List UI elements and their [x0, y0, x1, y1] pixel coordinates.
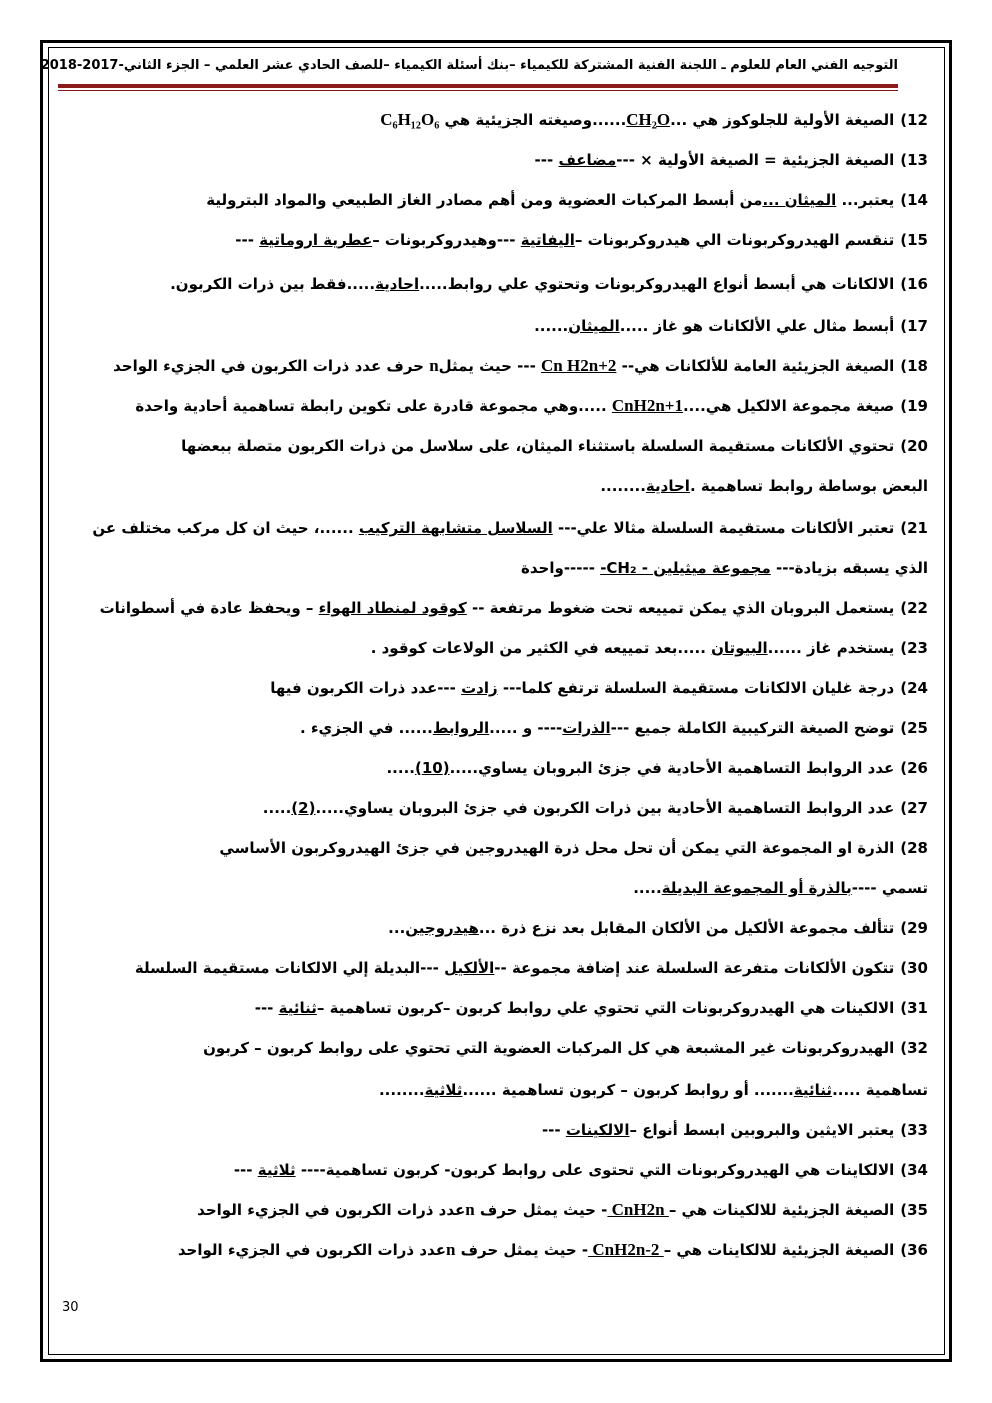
question-26: 26)عدد الروابط التساهمية الأحادية في جزئ البروبان يساوي.....(10).....	[386, 759, 928, 777]
question-21: 21)تعتبر الألكانات مستقيمة السلسلة مثالا علي--- السلاسل متشابهة التركيب ......، حيث ان كل مركب مختلف عن	[92, 519, 928, 537]
question-25: 25)توضح الصيغة التركيبية الكاملة جميع ---الذرات---- و .....الروابط...... في الجزيء .	[299, 719, 928, 737]
answer-blank: اليفاتية	[520, 231, 575, 249]
answer-blank: ثنائية	[278, 999, 317, 1017]
answer-blank: البيوتان	[711, 639, 768, 657]
question-34: 34)الالكاينات هي الهيدروكربونات التي تحتوى على روابط كربون- كربون تساهمية---- ثلاثية ---	[233, 1161, 928, 1179]
answer-blank: عطرية اروماتية	[259, 231, 373, 249]
answer-blank: CnH2n+1	[611, 396, 683, 415]
answer-blank: احادية	[645, 477, 690, 495]
question-30: 30)تتكون الألكانات متفرعة السلسلة عند إضافة مجموعة --الألكيل ---البديلة إلي الالكانات مستقيمة السلسلة	[134, 959, 928, 977]
answer-blank: CnH2n	[607, 1200, 669, 1219]
question-32-continued: تساهمية .....ثنائية....... أو روابط كربون – كربون تساهمية ......ثلاثية........	[378, 1081, 928, 1099]
question-13: 13)الصيغة الجزيئية = الصيغة الأولية × ---مضاعف ---	[534, 151, 928, 169]
question-33: 33)يعتبر الايثين والبروبين ابسط أنواع –الالكينات ---	[541, 1121, 928, 1139]
answer-blank: كوقود لمنطاد الهواء	[318, 599, 467, 617]
header-rule-thin	[58, 90, 898, 91]
question-23: 23)يستخدم غاز ......البيوتان .....بعد تمييعه في الكثير من الولاعات كوقود .	[370, 639, 928, 657]
question-15: 15)تنقسم الهيدروكربونات الي هيدروكربونات –اليفاتية ---وهيدروكربونات –عطرية اروماتية ---	[235, 231, 928, 249]
answer-blank: الألكيل	[444, 959, 495, 977]
answer-blank: ثلاثية	[257, 1161, 296, 1179]
question-14: 14)يعتبر... الميثان ...من أبسط المركبات العضوية ومن أهم مصادر الغاز الطبيعي والمواد البترولية	[206, 191, 928, 209]
answer-blank: (10)	[414, 759, 450, 777]
answer-blank: زادت	[461, 679, 498, 697]
answer-blank: بالذرة أو المجموعة البديلة	[661, 879, 852, 897]
question-16: 16)الالكانات هي أبسط أنواع الهيدروكربونات وتحتوي علي روابط.....احادية.....فقط بين ذرات الكربون.	[170, 275, 928, 293]
question-31: 31)الالكينات هي الهيدروكربونات التي تحتوي علي روابط كربون –كربون تساهمية –ثنائية ---	[254, 999, 928, 1017]
answer-blank: الميثان ...	[762, 191, 837, 209]
page-number: 30	[62, 1300, 79, 1315]
question-20-continued: البعض بوساطة روابط تساهمية .احادية........	[600, 477, 928, 495]
answer-blank: ثنائية	[793, 1081, 833, 1099]
answer-blank: CH₂O	[626, 110, 671, 129]
question-28: 28)الذرة او المجموعة التي يمكن أن تحل محل ذرة الهيدروجين في جزئ الهيدروكربون الأساسي	[219, 839, 928, 857]
question-22: 22)يستعمل البروبان الذي يمكن تمييعه تحت ضغوط مرتفعة -- كوقود لمنطاد الهواء – ويحفظ عادة في أسطوانات	[99, 599, 928, 617]
answer-blank: CnH2n-2	[588, 1240, 664, 1259]
question-35: 35)الصيغة الجزيئية للالكينات هي – CnH2n - حيث يمثل حرف nعدد ذرات الكربون في الجزيء الواحد	[197, 1200, 928, 1219]
question-18: 18)الصيغة الجزيئية العامة للألكانات هي-- Cn H2n+2 --- حيث يمثلn حرف عدد ذرات الكربون في الجزيء الواحد	[113, 356, 928, 375]
question-28-continued: تسمي ----بالذرة أو المجموعة البديلة.....	[633, 879, 928, 897]
answer-blank: السلاسل متشابهة التركيب	[358, 519, 553, 537]
question-20: 20)تحتوي الألكانات مستقيمة السلسلة باستثناء الميثان، على سلاسل من ذرات الكربون متصلة ببعضها	[181, 437, 928, 455]
answer-blank: هيدروجين	[405, 919, 479, 937]
question-19: 19)صيغة مجموعة الالكيل هي....CnH2n+1 .....وهي مجموعة قادرة على تكوين رابطة تساهمية أحادية واحدة	[135, 396, 928, 415]
answer-blank: الذرات	[562, 719, 611, 737]
answer-blank: الميثان	[568, 317, 620, 335]
answer-blank: الروابط	[432, 719, 490, 737]
chemical-formula: C₆H₁₂O₆	[380, 110, 440, 129]
answer-blank: مضاعف	[558, 151, 617, 169]
page-header: التوجيه الفني العام للعلوم ـ اللجنة الفنية المشتركة للكيمياء –بنك أسئلة الكيمياء –للصف الحادي عشر العلمي – الجزء الثاني-2017-2018	[40, 58, 898, 73]
answer-blank: الالكينات	[565, 1121, 630, 1139]
question-27: 27)عدد الروابط التساهمية الأحادية بين ذرات الكربون في جزئ البروبان يساوي.....(2).....	[262, 799, 928, 817]
question-29: 29)تتألف مجموعة الألكيل من الألكان المقابل بعد نزع ذرة ...هيدروجين...	[388, 919, 928, 937]
question-32: 32)الهيدروكربونات غير المشبعة هي كل المركبات العضوية التي تحتوي على روابط كربون – كربون	[203, 1039, 928, 1057]
header-rule-thick	[58, 84, 898, 88]
question-36: 36)الصيغة الجزيئية للالكاينات هي – CnH2n-2 - حيث يمثل حرف nعدد ذرات الكربون في الجزيء الواحد	[177, 1240, 928, 1259]
question-21-continued: الذي يسبقه بزيادة--- مجموعة ميثيلين - CH₂- -----واحدة	[521, 559, 928, 577]
question-12: 12)الصيغة الأولية للجلوكوز هي ...CH₂O......وصيغته الجزيئية هي C₆H₁₂O₆	[380, 110, 928, 129]
answer-blank: Cn H2n+2	[541, 356, 617, 375]
question-17: 17)أبسط مثال علي الألكانات هو غاز .....الميثان......	[534, 317, 928, 335]
answer-blank: ثلاثية	[424, 1081, 463, 1099]
answer-blank: (2)	[291, 799, 316, 817]
answer-blank: مجموعة ميثيلين - CH₂-	[600, 559, 771, 577]
question-24: 24)درجة غليان الالكانات مستقيمة السلسلة ترتفع كلما--- زادت ---عدد ذرات الكربون فيها	[270, 679, 928, 697]
answer-blank: احادية	[375, 275, 420, 293]
